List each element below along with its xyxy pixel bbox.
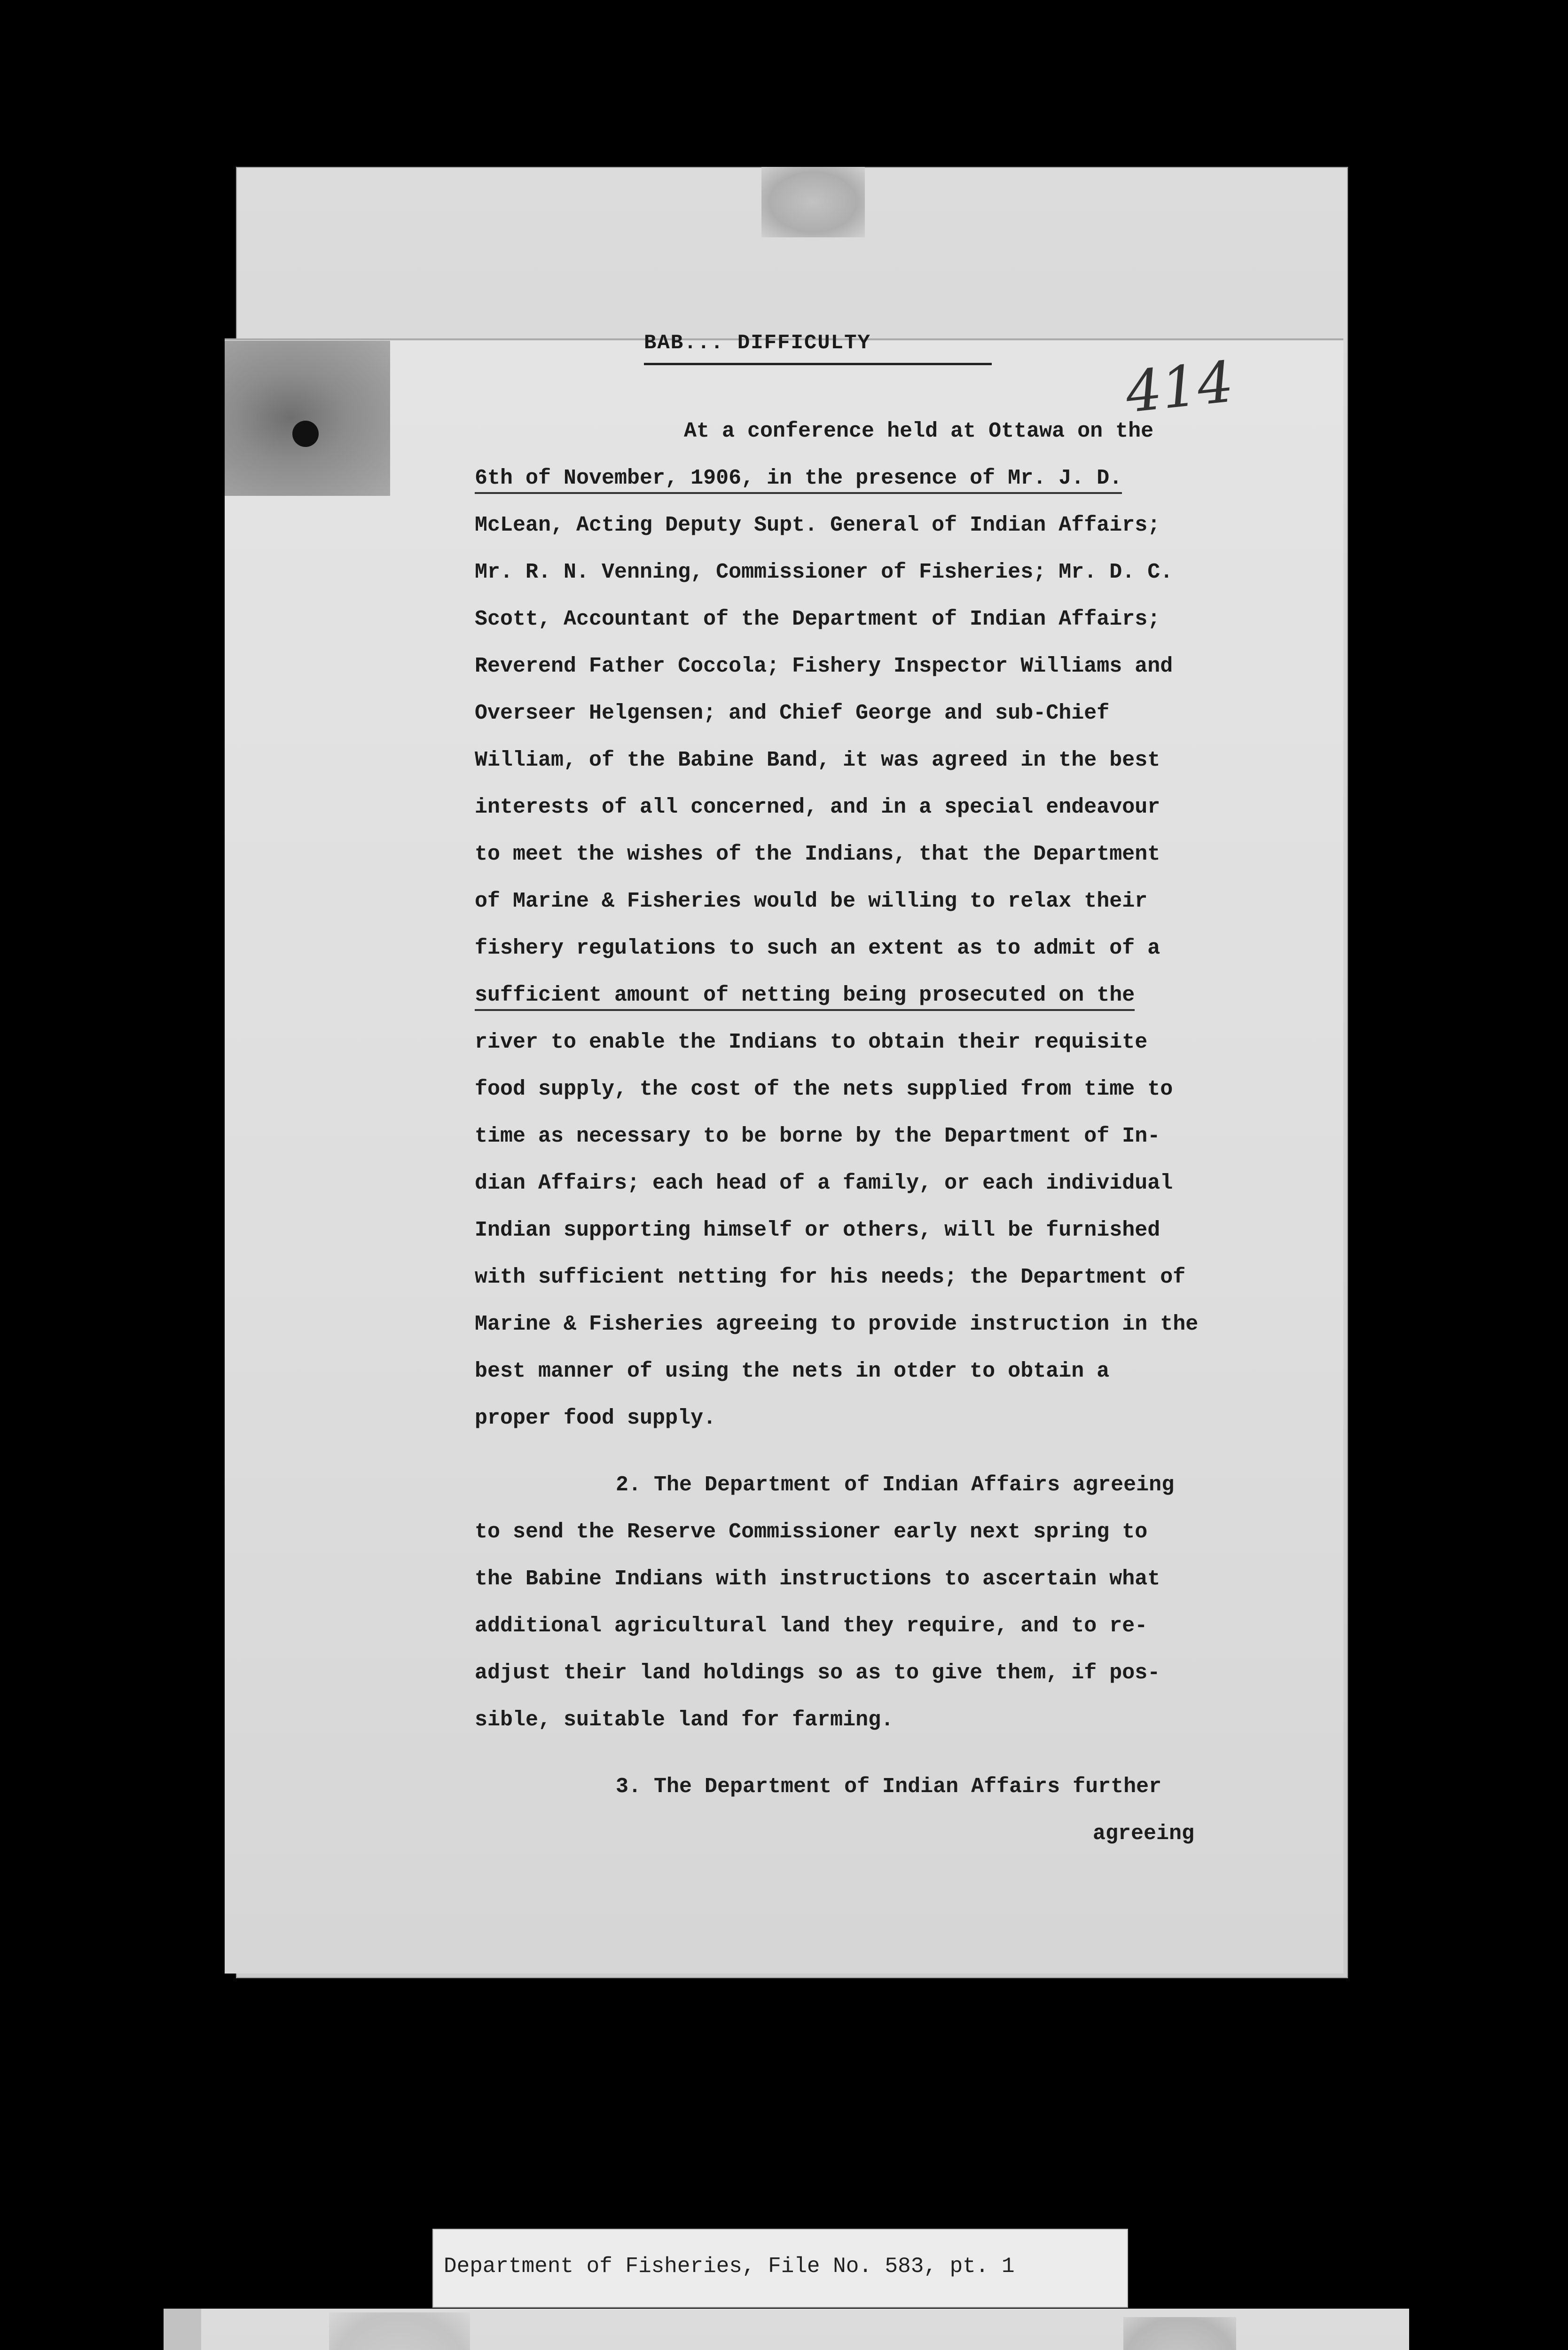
catchword: agreeing: [1093, 1822, 1195, 1846]
body-line: interests of all concerned, and in a special endeavour: [475, 795, 1160, 819]
handwritten-page-number: 414: [1122, 349, 1237, 426]
punch-hole: [292, 421, 319, 447]
body-line: Indian supporting himself or others, will be furnished: [475, 1218, 1160, 1242]
body-line: river to enable the Indians to obtain their requisite: [475, 1030, 1148, 1054]
file-reference-label: [432, 2229, 1128, 2308]
body-line: adjust their land holdings so as to give them, if pos-: [475, 1661, 1160, 1685]
page-tab-shadow: [225, 341, 390, 496]
body-line: Marine & Fisheries agreeing to provide instruction in the: [475, 1312, 1199, 1336]
body-line: 3. The Department of Indian Affairs further: [616, 1775, 1162, 1799]
body-line: dian Affairs; each head of a family, or each individual: [475, 1171, 1173, 1195]
body-line: Scott, Accountant of the Department of Indian Affairs;: [475, 607, 1160, 631]
body-line: Mr. R. N. Venning, Commissioner of Fisheries; Mr. D. C.: [475, 560, 1173, 584]
body-line: of Marine & Fisheries would be willing to relax their: [475, 889, 1148, 913]
letter-heading: BAB... DIFFICULTY: [644, 331, 871, 355]
body-line: At a conference held at Ottawa on the: [684, 419, 1154, 443]
underlined-date-line: 6th of November, 1906, in the presence of Mr. J. D.: [475, 466, 1122, 494]
paragraph-gap: [475, 1442, 1297, 1462]
body-line: McLean, Acting Deputy Supt. General of Indian Affairs;: [475, 513, 1160, 537]
body-line: to send the Reserve Commissioner early next spring to: [475, 1520, 1148, 1544]
paper-clip-mark: [761, 167, 865, 237]
paragraph-gap: [475, 1744, 1297, 1763]
body-line: the Babine Indians with instructions to ascertain what: [475, 1567, 1160, 1591]
body-line: with sufficient netting for his needs; the Department of: [475, 1265, 1186, 1289]
body-line: food supply, the cost of the nets supplied from time to: [475, 1077, 1173, 1101]
body-line: best manner of using the nets in otder to obtain a: [475, 1359, 1110, 1383]
body-line: time as necessary to be borne by the Department of In-: [475, 1124, 1160, 1148]
body-line: Reverend Father Coccola; Fishery Inspector Williams and: [475, 654, 1173, 678]
tape-mark: [1123, 2317, 1236, 2350]
body-line: [475, 972, 1297, 1019]
file-reference-text: Department of Fisheries, File No. 583, pt. 1: [444, 2254, 1015, 2279]
tape-mark: [329, 2312, 470, 2350]
body-line: William, of the Babine Band, it was agreed in the best: [475, 748, 1160, 772]
body-line: additional agricultural land they require, and to re-: [475, 1614, 1148, 1638]
body-line: [475, 455, 1297, 502]
body-line: sible, suitable land for farming.: [475, 1708, 894, 1732]
body-line: fishery regulations to such an extent as to admit of a: [475, 936, 1160, 960]
underlined-netting-line: sufficient amount of netting being prosecuted on the: [475, 983, 1135, 1011]
body-line: Overseer Helgensen; and Chief George and sub-Chief: [475, 701, 1110, 725]
letter-body: [475, 408, 1297, 1857]
body-line: proper food supply.: [475, 1406, 716, 1430]
body-line: to meet the wishes of the Indians, that the Department: [475, 842, 1160, 866]
body-line: 2. The Department of Indian Affairs agreeing: [616, 1473, 1175, 1497]
heading-underline: [644, 363, 992, 365]
